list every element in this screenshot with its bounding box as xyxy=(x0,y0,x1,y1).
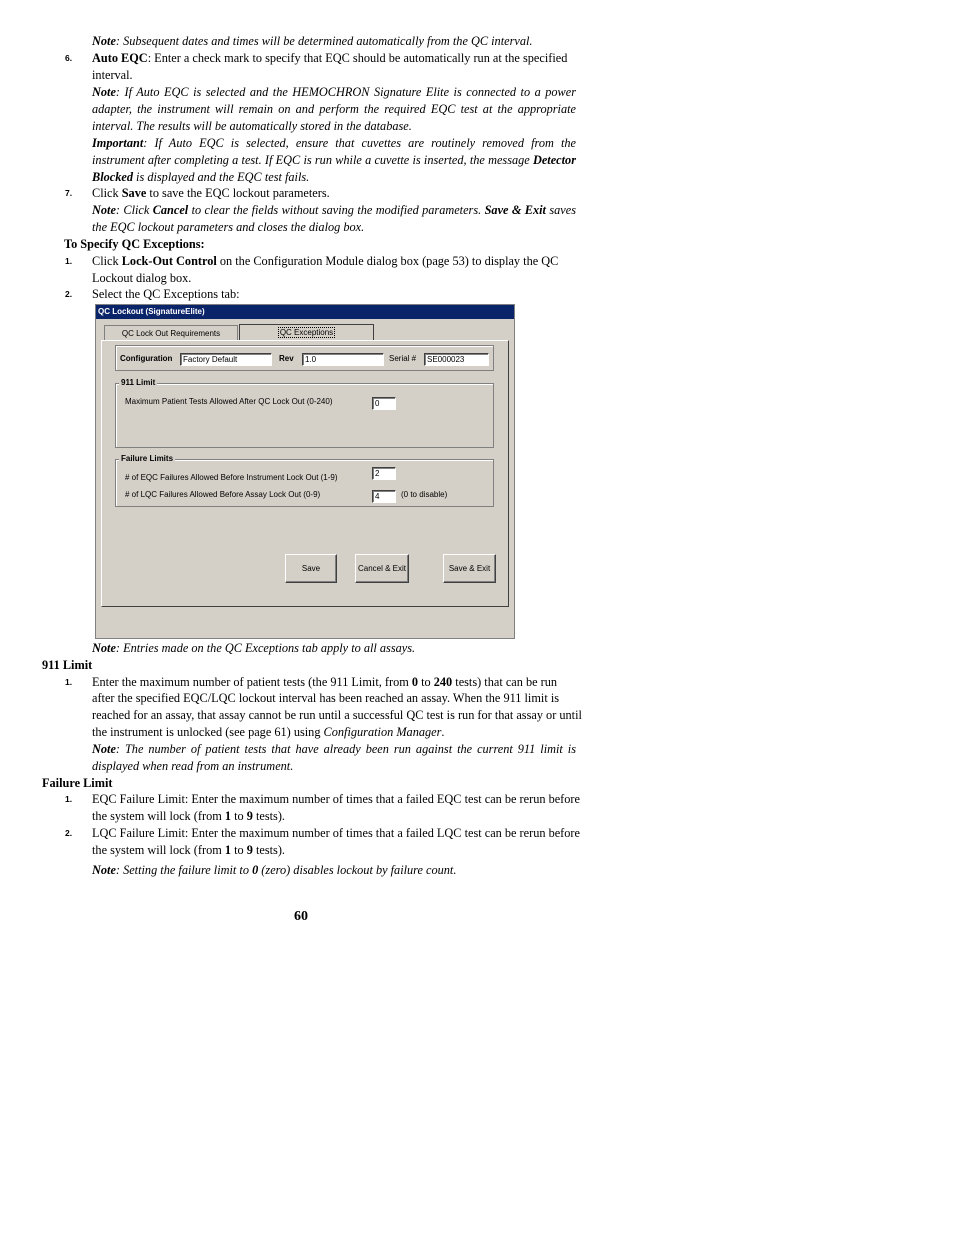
step-number: 2. xyxy=(65,828,73,838)
important-text: : If Auto EQC is selected, ensure that cuvettes are routinely removed from the instrument after completing a test. If EQC is run while a cuvette is inserted, the message xyxy=(92,136,576,167)
tab-label: QC Exceptions xyxy=(279,328,334,337)
tab-panel xyxy=(101,340,509,607)
lqc-hint: (0 to disable) xyxy=(401,490,448,499)
limit911-note xyxy=(92,741,576,775)
eqc-failures-label: # of EQC Failures Allowed Before Instrument Lock Out (1-9) xyxy=(125,473,338,482)
lqc-failure-line2 xyxy=(92,842,285,859)
text: tests) that can be run xyxy=(452,675,558,689)
qc-lockout-dialog xyxy=(95,304,515,639)
step-number: 1. xyxy=(65,794,73,804)
bold-value: 240 xyxy=(433,675,453,689)
text: Enter the maximum number of patient tests (the 911 Limit, from xyxy=(92,675,412,689)
serial-label: Serial # xyxy=(389,354,417,363)
step6-line1 xyxy=(92,50,567,67)
rev-label: Rev xyxy=(279,354,294,363)
text: the system will lock (from xyxy=(92,843,225,857)
text: to xyxy=(418,675,434,689)
step-number: 1. xyxy=(65,256,73,266)
eqc-failure-line2 xyxy=(92,808,285,825)
text: the system will lock (from xyxy=(92,809,225,823)
dialog-title: QC Lockout (SignatureElite) xyxy=(96,305,514,319)
step7-line xyxy=(92,185,330,202)
eqc-failure-line1: EQC Failure Limit: Enter the maximum number of times that a failed EQC test can be rerun before xyxy=(92,792,580,806)
note-label: Note xyxy=(92,34,116,48)
spec1-line2: Lockout dialog box. xyxy=(92,271,192,285)
detector-blocked-label: Detector Blocked xyxy=(92,153,576,184)
spec1-post: on the Configuration Module dialog box (page 53) to display the QC xyxy=(216,254,559,268)
bold-value: 9 xyxy=(246,843,253,857)
cancel-exit-button[interactable] xyxy=(355,554,409,583)
note-text: saves the EQC lockout parameters and closes the dialog box. xyxy=(92,203,576,234)
step6-line2: interval. xyxy=(92,68,133,82)
text: tests). xyxy=(252,809,285,823)
limit911-group xyxy=(115,383,494,448)
save-label: Save xyxy=(121,186,147,200)
step7-post: to save the EQC lockout parameters. xyxy=(146,186,330,200)
page-number: 60 xyxy=(294,909,308,924)
note-text: : If Auto EQC is selected and the HEMOCHRON Signature Elite is connected to a power adapter, the instrument will remain on and perform the required EQC test at the appropriate interval. The results will be automatically stored in the database. xyxy=(92,85,576,133)
lqc-failure-line1: LQC Failure Limit: Enter the maximum number of times that a failed LQC test can be rerun before xyxy=(92,826,580,840)
rev-field[interactable]: 1.0 xyxy=(302,353,384,366)
important-label: Important xyxy=(92,136,144,150)
note-label: Note xyxy=(92,863,116,877)
configuration-label: Configuration xyxy=(120,354,173,363)
text: to xyxy=(231,843,247,857)
spec1-pre: Click xyxy=(92,254,122,268)
save-button[interactable] xyxy=(285,554,337,583)
button-label: Save & Exit xyxy=(448,564,491,573)
tab-qc-exceptions[interactable] xyxy=(239,324,374,341)
step6-important xyxy=(92,135,576,186)
section-heading-failure: Failure Limit xyxy=(42,776,113,790)
note-text: : Setting the failure limit to xyxy=(115,863,253,877)
exceptions-note xyxy=(92,640,415,657)
bold-value: 1 xyxy=(224,843,232,857)
bold-value: 0 xyxy=(252,863,259,877)
note-text: (zero) disables lockout by failure count. xyxy=(258,863,457,877)
section-heading-911: 911 Limit xyxy=(42,658,93,672)
step6-note xyxy=(92,84,576,135)
note-text: : Entries made on the QC Exceptions tab apply to all assays. xyxy=(115,641,416,655)
step-number: 6. xyxy=(65,53,73,63)
step-number: 1. xyxy=(65,677,73,687)
limit911-line1 xyxy=(92,674,557,691)
top-note xyxy=(92,33,532,50)
save-exit-button[interactable] xyxy=(443,554,496,583)
note-label: Note xyxy=(92,641,116,655)
text: . xyxy=(441,725,445,739)
step-number: 2. xyxy=(65,289,73,299)
note-text: : Click xyxy=(115,203,153,217)
section-heading: To Specify QC Exceptions: xyxy=(64,237,205,251)
text: to xyxy=(231,809,247,823)
tab-label: QC Lock Out Requirements xyxy=(121,329,221,338)
serial-field[interactable]: SE000023 xyxy=(424,353,489,366)
lqc-failures-label: # of LQC Failures Allowed Before Assay Lock Out (0-9) xyxy=(125,490,321,499)
auto-eqc-label: Auto EQC xyxy=(92,51,148,65)
limit911-line2: after the specified EQC/LQC lockout interval has been reached an assay. When the 911 limit is xyxy=(92,691,560,705)
important-tail: is displayed and the EQC test fails. xyxy=(132,170,310,184)
button-label: Cancel & Exit xyxy=(357,564,407,573)
limit911-label: Maximum Patient Tests Allowed After QC Lock Out (0-240) xyxy=(125,397,333,406)
tab-qc-lockout-requirements[interactable] xyxy=(104,325,238,340)
step6-text: : Enter a check mark to specify that EQC should be automatically run at the specified xyxy=(147,51,568,65)
note-label: Note xyxy=(92,85,116,99)
failure-note xyxy=(92,862,456,879)
text: the instrument is unlocked (see page 61) using xyxy=(92,725,324,739)
limit911-field[interactable]: 0 xyxy=(372,397,396,410)
eqc-failures-field[interactable]: 2 xyxy=(372,467,396,480)
save-exit-label: Save & Exit xyxy=(484,203,546,217)
lockout-control-label: Lock-Out Control xyxy=(121,254,217,268)
note-label: Note xyxy=(92,203,116,217)
spec2-line: Select the QC Exceptions tab: xyxy=(92,287,240,301)
failure-limits-title: Failure Limits xyxy=(121,454,174,463)
text: tests). xyxy=(252,843,285,857)
limit911-title: 911 Limit xyxy=(121,378,156,387)
step7-pre: Click xyxy=(92,186,122,200)
step7-note xyxy=(92,202,576,236)
limit911-line3: reached for an assay, that assay cannot be run until a successful QC test is run for that assay or until xyxy=(92,708,582,722)
configuration-field[interactable]: Factory Default xyxy=(180,353,272,366)
bold-value: 0 xyxy=(411,675,419,689)
cancel-label: Cancel xyxy=(152,203,189,217)
bold-value: 9 xyxy=(246,809,253,823)
note-text: to clear the fields without saving the modified parameters. xyxy=(188,203,485,217)
limit911-line4 xyxy=(92,724,444,741)
lqc-failures-field[interactable]: 4 xyxy=(372,490,396,503)
step-number: 7. xyxy=(65,188,73,198)
note-text: : Subsequent dates and times will be determined automatically from the QC interval. xyxy=(115,34,533,48)
config-manager-ref: Configuration Manager xyxy=(323,725,442,739)
note-text: : The number of patient tests that have already been run against the current 911 limit is displayed when read from an instrument. xyxy=(92,742,576,773)
note-label: Note xyxy=(92,742,116,756)
spec1-line1 xyxy=(92,253,558,270)
button-label: Save xyxy=(301,564,321,573)
bold-value: 1 xyxy=(224,809,232,823)
